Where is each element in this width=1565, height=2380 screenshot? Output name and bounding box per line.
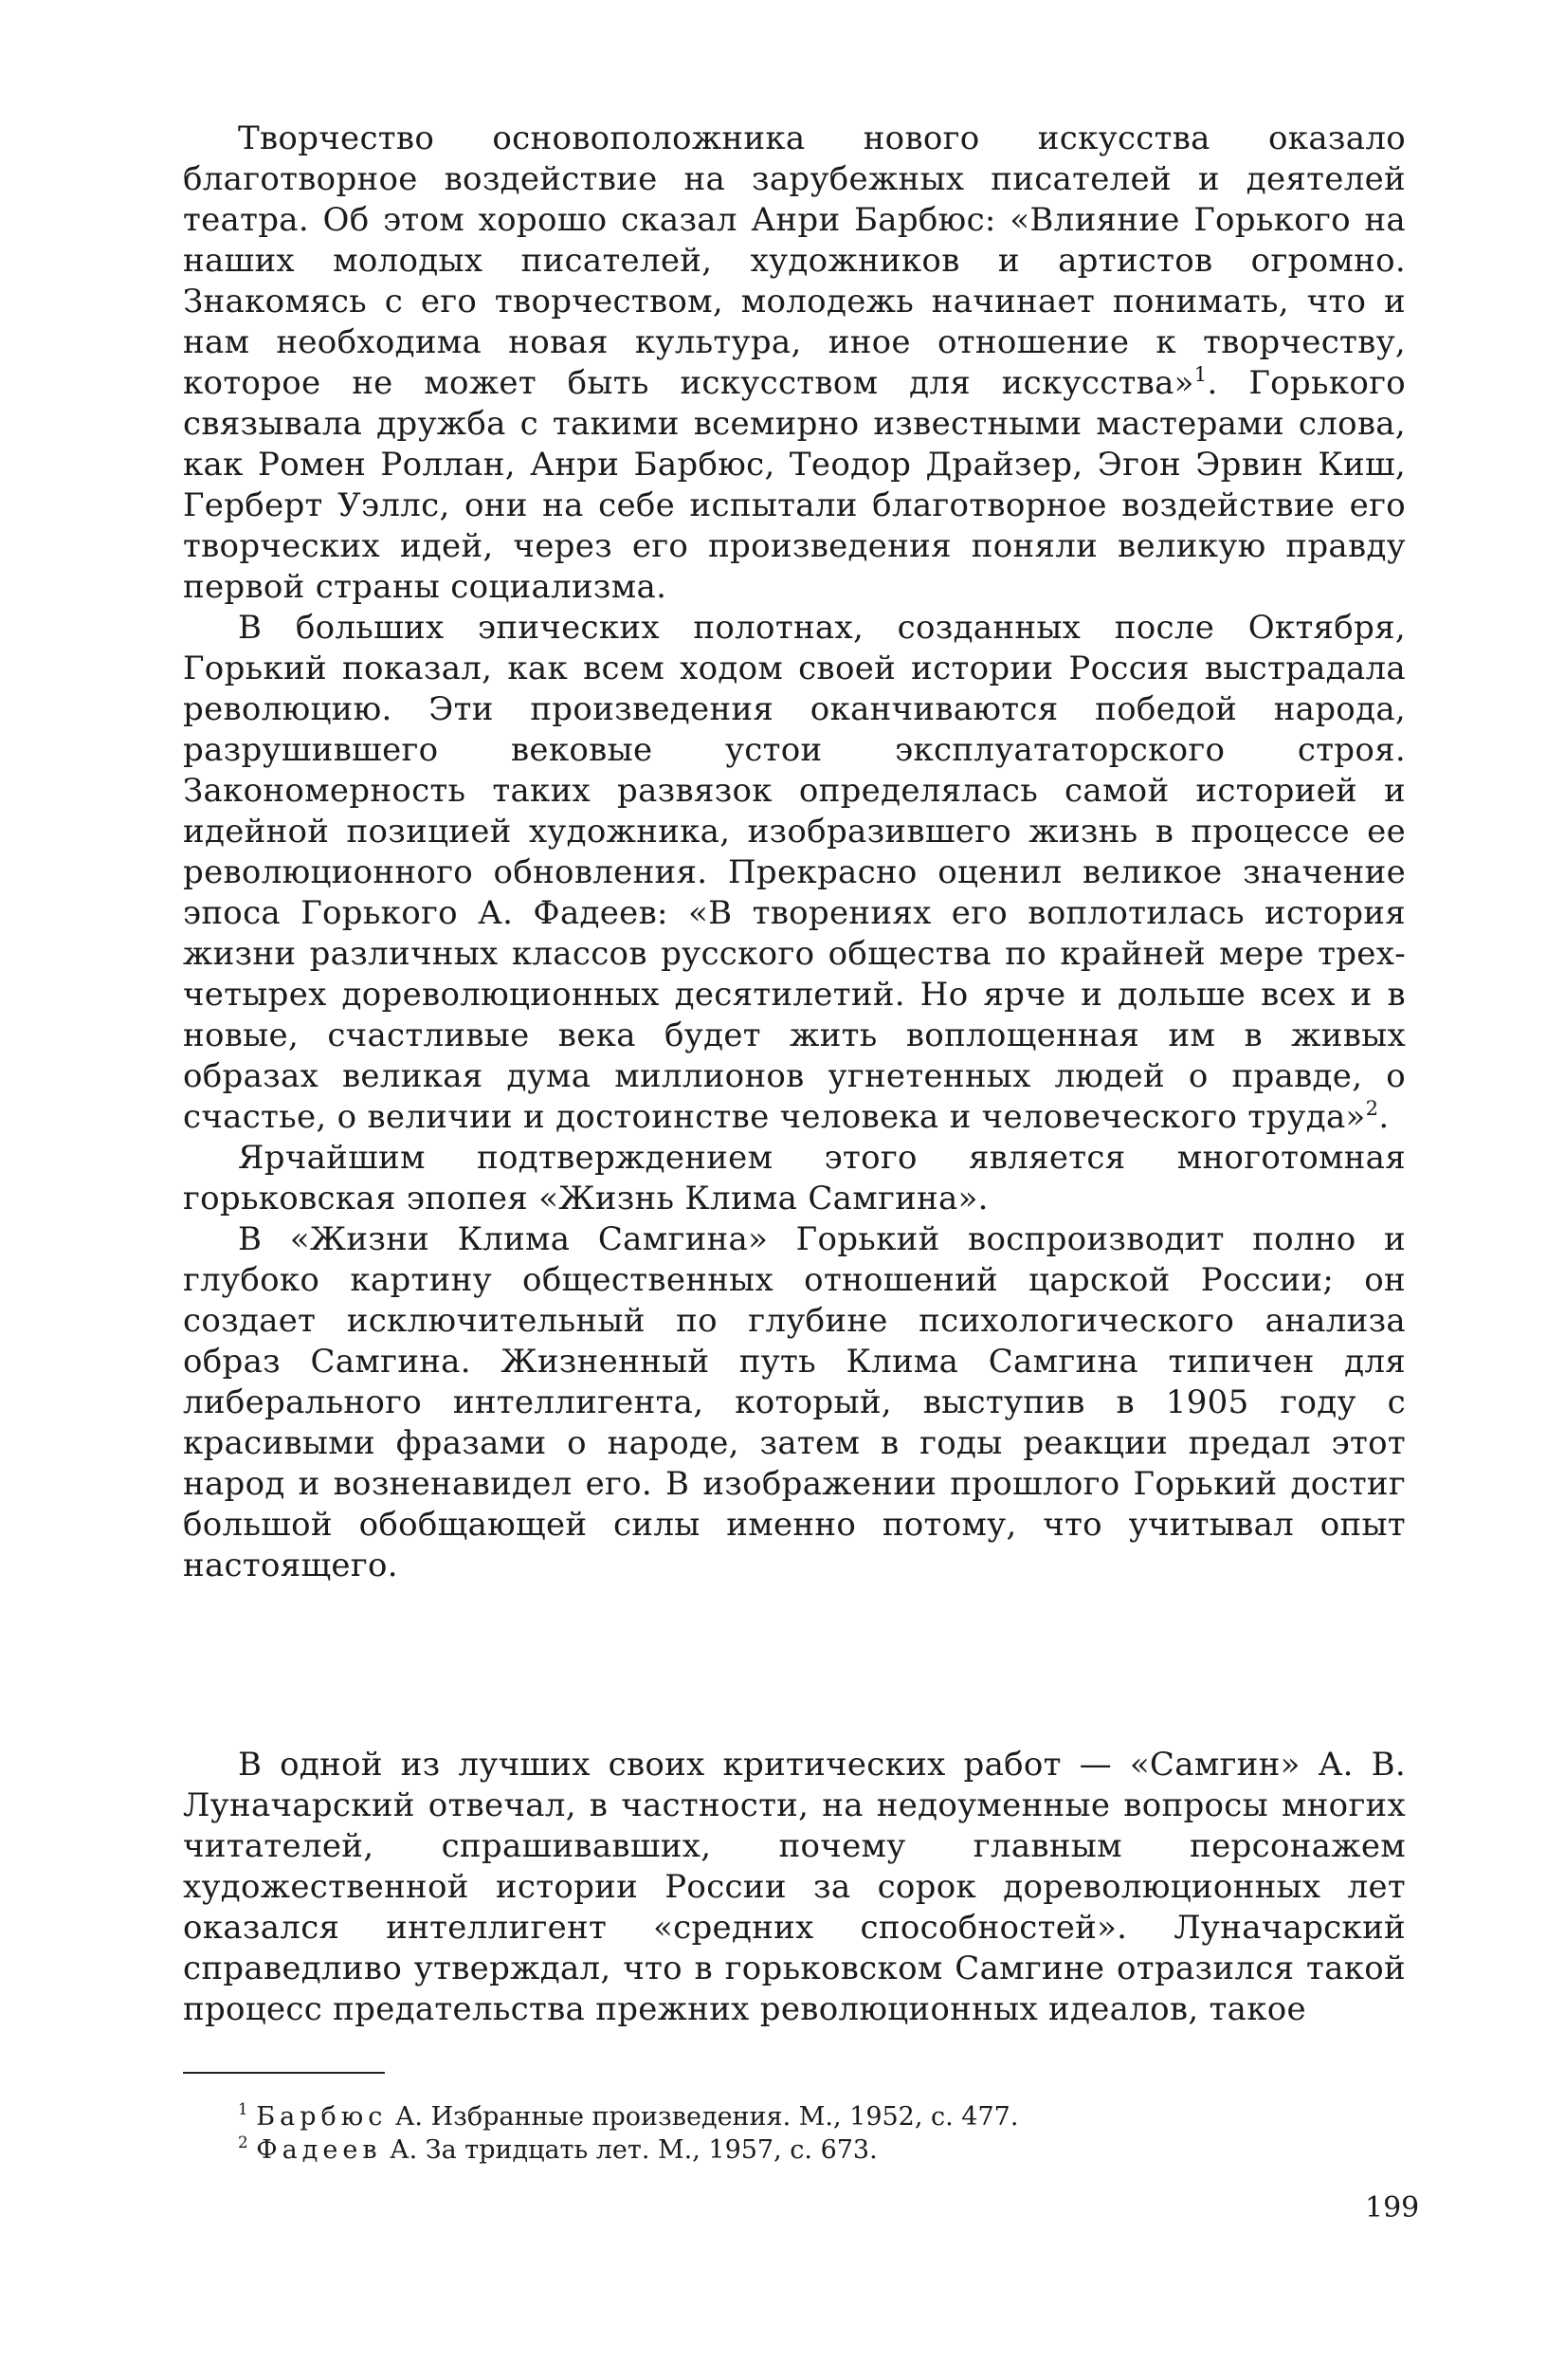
paragraph-2-continuation: .: [1378, 1098, 1390, 1136]
footnote-1: [183, 2100, 1406, 2133]
paragraph-5-text: В одной из лучших своих критических работ — «Самгин» А. В. Луначарский отвечал, в частности, на недоуменные вопросы многих читателей, спрашивавших, почему главным персонажем художественной истории России за сорок дореволюционных лет оказался интеллигент «средних способностей». Луначарский справедливо утверждал, что в горьковском Самгине отразился такой процесс предательства прежних революционных идеалов, такое: [183, 1746, 1406, 2028]
footnote-1-mark: 1: [238, 2099, 248, 2119]
paragraph-4: [183, 1219, 1406, 1586]
footnotes: [183, 2100, 1406, 2167]
footnote-2-mark: 2: [238, 2133, 248, 2152]
paragraph-4-text: В «Жизни Клима Самгина» Горький воспроизводит полно и глубоко картину общественных отношений царской России; он создает исключительный по глубине психологического анализа образ Самгина. Жизненный путь Клима Самгина типичен для либерального интеллигента, который, выступив в 1905 году с красивыми фразами о народе, затем в годы реакции предал этот народ и возненавидел его. В изображении прошлого Горький достиг большой обобщающей силы именно потому, что учитывал опыт настоящего.: [183, 1220, 1406, 1584]
footnote-2-author: Фадеев: [256, 2135, 382, 2165]
paragraph-1-text: Творчество основоположника нового искусства оказало благотворное воздействие на зарубежных писателей и деятелей театра. Об этом хорошо сказал Анри Барбюс: «Влияние Горького на наших молодых писателей, художников и артистов огромно. Знакомясь с его творчеством, молодежь начинает понимать, что и нам необходима новая культура, иное отношение к творчеству, которое не может быть искусством для искусства»: [183, 119, 1406, 402]
footnote-ref-2: 2: [1365, 1095, 1379, 1120]
paragraph-5: [183, 1745, 1406, 2030]
paragraph-1-continuation: . Горького связывала дружба с такими всемирно известными мастерами слова, как Ромен Роллан, Анри Барбюс, Теодор Драйзер, Эгон Эрвин Киш, Герберт Уэллс, они на себе испытали благотворное воздействие его творческих идей, через его произведения поняли великую правду первой страны социализма.: [183, 364, 1407, 606]
paragraph-1: [183, 119, 1406, 608]
main-text-bottom: [183, 1745, 1406, 2030]
paragraph-2: [183, 608, 1406, 1138]
paragraph-3: [183, 1138, 1406, 1219]
footnote-separator: [183, 2072, 385, 2074]
paragraph-2-text: В больших эпических полотнах, созданных после Октября, Горький показал, как всем ходом своей истории Россия выстрадала революцию. Эти произведения оканчиваются победой народа, разрушившего вековые устои эксплуататорского строя. Закономерность таких развязок определялась самой историей и идейной позицией художника, изобразившего жизнь в процессе ее революционного обновления. Прекрасно оценил великое значение эпоса Горького А. Фадеев: «В творениях его воплотилась история жизни различных классов русского общества по крайней мере трех-четырех дореволюционных десятилетий. Но ярче и дольше всех и в новые, счастливые века будет жить воплощенная им в живых образах великая дума миллионов угнетенных людей о правде, о счастье, о величии и достоинстве человека и человеческого труда»: [183, 609, 1406, 1136]
page-number: 199: [1365, 2191, 1420, 2224]
footnote-2-source: А. За тридцать лет. М., 1957, с. 673.: [390, 2135, 878, 2165]
footnote-1-author: Барбюс: [256, 2102, 388, 2132]
footnote-ref-1: 1: [1193, 361, 1208, 386]
paragraph-3-text: Ярчайшим подтверждением этого является многотомная горьковская эпопея «Жизнь Клима Самгина».: [183, 1139, 1406, 1217]
footnote-2: [183, 2133, 1406, 2167]
main-text-top: [183, 119, 1406, 1586]
footnote-1-source: А. Избранные произведения. М., 1952, с. 477.: [394, 2102, 1019, 2132]
